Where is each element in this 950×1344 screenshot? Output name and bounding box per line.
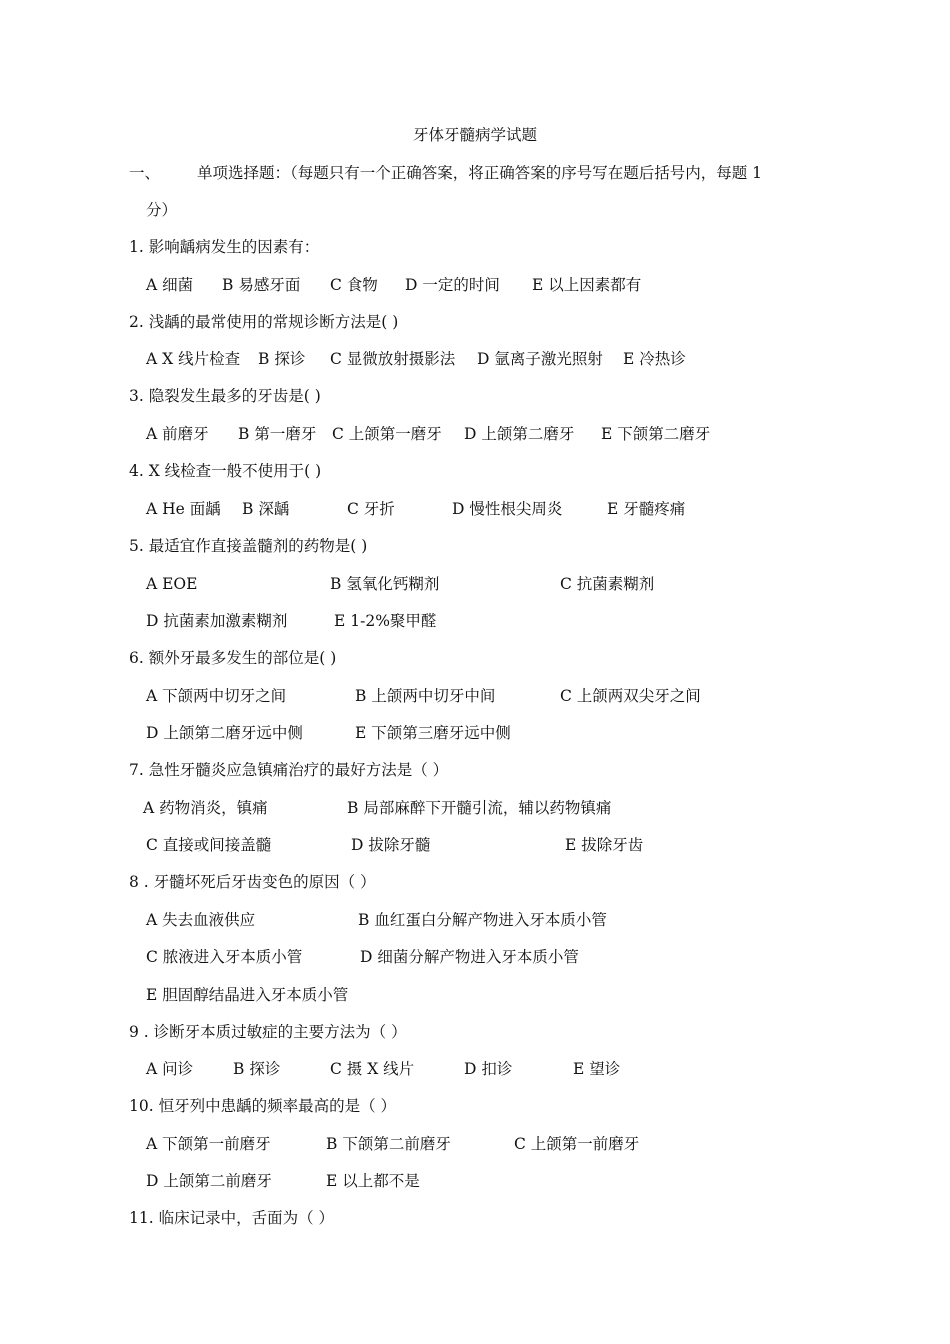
- question-stem: 8 . 牙髓坏死后牙齿变色的原因（ ）: [129, 873, 376, 891]
- section-instructions-cont: 分）: [146, 201, 178, 219]
- option-e: E 望诊: [573, 1060, 621, 1078]
- option-d: D 慢性根尖周炎: [452, 500, 563, 518]
- option-b: B 局部麻醉下开髓引流，辅以药物镇痛: [347, 799, 612, 817]
- option-a: A X 线片检查: [146, 350, 241, 368]
- doc-title: 牙体牙髓病学试题: [412, 126, 537, 144]
- option-e: E 拔除牙齿: [565, 836, 644, 854]
- question-stem: 7. 急性牙髓炎应急镇痛治疗的最好方法是（ ）: [129, 761, 449, 779]
- option-c: C 上颌第一磨牙: [332, 425, 442, 443]
- option-d: D 上颌第二磨牙: [464, 425, 575, 443]
- option-c: C 抗菌素糊剂: [560, 575, 655, 593]
- option-e: E 胆固醇结晶进入牙本质小管: [146, 986, 349, 1004]
- option-a: A 前磨牙: [146, 425, 209, 443]
- option-e: E 冷热诊: [623, 350, 686, 368]
- option-e: E 下颌第二磨牙: [601, 425, 711, 443]
- option-e: E 下颌第三磨牙远中侧: [355, 724, 511, 742]
- option-a: A 下颌第一前磨牙: [146, 1135, 271, 1153]
- option-a: A 药物消炎，镇痛: [143, 799, 268, 817]
- question-stem: 5. 最适宜作直接盖髓剂的药物是( ): [129, 537, 368, 555]
- option-b: B 探诊: [258, 350, 306, 368]
- option-a: A He 面龋: [146, 500, 221, 518]
- option-d: D 上颌第二磨牙远中侧: [146, 724, 303, 742]
- option-e: E 1-2%聚甲醛: [334, 612, 437, 630]
- option-d: D 上颌第二前磨牙: [146, 1172, 272, 1190]
- option-a: A 细菌: [146, 276, 194, 294]
- option-b: B 探诊: [233, 1060, 281, 1078]
- question-stem: 1. 影响龋病发生的因素有：: [129, 238, 320, 256]
- option-a: A 下颌两中切牙之间: [146, 687, 287, 705]
- option-d: D 细菌分解产物进入牙本质小管: [360, 948, 579, 966]
- question-stem: 4. X 线检查一般不使用于( ): [129, 462, 322, 480]
- option-a: A EOE: [146, 575, 198, 593]
- question-stem: 3. 隐裂发生最多的牙齿是( ): [129, 387, 321, 405]
- option-e: E 以上因素都有: [532, 276, 642, 294]
- section-number: 一、: [129, 164, 161, 182]
- option-b: B 下颌第二前磨牙: [326, 1135, 451, 1153]
- option-d: D 抗菌素加激素糊剂: [146, 612, 288, 630]
- option-c: C 上颌第一前磨牙: [514, 1135, 640, 1153]
- option-b: B 深龋: [242, 500, 290, 518]
- option-e: E 以上都不是: [326, 1172, 420, 1190]
- question-stem: 6. 额外牙最多发生的部位是( ): [129, 649, 337, 667]
- option-d: D 拔除牙髓: [351, 836, 431, 854]
- option-d: D 一定的时间: [405, 276, 500, 294]
- option-b: B 易感牙面: [222, 276, 301, 294]
- option-c: C 食物: [330, 276, 378, 294]
- option-c: C 摄 X 线片: [330, 1060, 415, 1078]
- option-a: A 失去血液供应: [146, 911, 256, 929]
- option-b: B 血红蛋白分解产物进入牙本质小管: [358, 911, 607, 929]
- option-b: B 上颌两中切牙中间: [355, 687, 496, 705]
- option-d: D 氩离子激光照射: [477, 350, 603, 368]
- option-c: C 上颌两双尖牙之间: [560, 687, 701, 705]
- option-e: E 牙髓疼痛: [607, 500, 686, 518]
- question-stem: 2. 浅龋的最常使用的常规诊断方法是( ): [129, 313, 399, 331]
- question-stem: 9 . 诊断牙本质过敏症的主要方法为（ ）: [129, 1023, 407, 1041]
- option-d: D 扣诊: [464, 1060, 513, 1078]
- option-c: C 显微放射摄影法: [330, 350, 456, 368]
- option-b: B 氢氧化钙糊剂: [330, 575, 440, 593]
- question-stem: 11. 临床记录中，舌面为（ ）: [129, 1209, 335, 1227]
- question-stem: 10. 恒牙列中患龋的频率最高的是（ ）: [129, 1097, 397, 1115]
- option-c: C 直接或间接盖髓: [146, 836, 272, 854]
- option-c: C 牙折: [347, 500, 395, 518]
- section-instructions: 单项选择题：（每题只有一个正确答案，将正确答案的序号写在题后括号内，每题 1: [197, 164, 763, 182]
- option-c: C 脓液进入牙本质小管: [146, 948, 303, 966]
- option-a: A 问诊: [146, 1060, 194, 1078]
- option-b: B 第一磨牙: [238, 425, 317, 443]
